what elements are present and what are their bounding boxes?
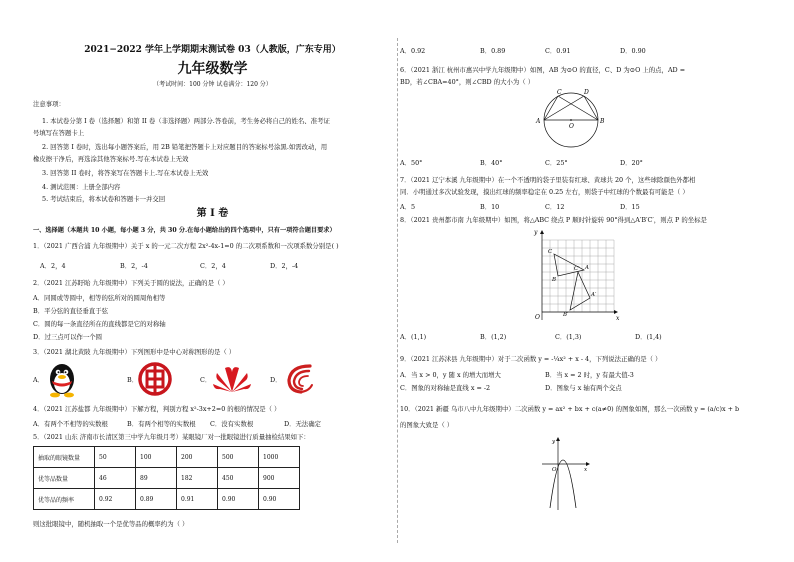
table-row xyxy=(34,489,300,510)
table-cell: 0.92 xyxy=(95,489,136,510)
subject-title: 九年级数学 xyxy=(177,61,248,77)
q2-option-d[interactable]: D．过三点可以作一个圆 xyxy=(33,333,103,341)
origin-label: O xyxy=(552,467,557,473)
table-cell: 450 xyxy=(218,468,259,489)
point-b-prime-label: B′ xyxy=(563,312,569,318)
q9-option-b[interactable]: B．当 x = 2 时，y 有最大值-3 xyxy=(545,371,634,379)
q9-option-d[interactable]: D．图象与 x 轴有两个交点 xyxy=(545,384,622,392)
note-line: 橡皮擦干净后，再选涂其他答案标号.写在本试卷上无效 xyxy=(33,155,189,163)
point-a-label: A xyxy=(585,265,589,271)
question-6-stem: 6．（2021 浙江 杭州市惠兴中学九年级期中）如图，AB 为⊙O 的直径，C、D 为⊙O 上的点，AD = xyxy=(400,66,686,74)
q6-option-d[interactable]: D．20° xyxy=(620,159,643,167)
q6-option-a[interactable]: A．50° xyxy=(400,159,423,167)
q6-option-b[interactable]: B．40° xyxy=(480,159,503,167)
table-cell: 100 xyxy=(136,447,177,468)
q8-option-d[interactable]: D．(1,4) xyxy=(635,333,662,341)
q4-option-b[interactable]: B．有两个相等的实数根 xyxy=(127,420,196,428)
table-cell: 0.91 xyxy=(177,489,218,510)
table-cell: 50 xyxy=(95,447,136,468)
question-10-stem: 的图象大致是（ ） xyxy=(400,421,454,429)
q8-option-c[interactable]: C．(1,3) xyxy=(555,333,582,341)
question-5-stem: 5．（2021 山东 济南市长清区第三中学九年级月考）某眼镜厂对一批眼镜进行质量抽检结果如下： xyxy=(33,433,310,441)
table-cell: 200 xyxy=(177,447,218,468)
q7-option-c[interactable]: C．12 xyxy=(545,203,565,211)
axis-x-label: x xyxy=(584,467,588,473)
note-line: 4. 测试范围：上册全部内容 xyxy=(42,183,121,191)
table-row xyxy=(34,447,300,468)
label-b: B xyxy=(600,118,605,125)
table-cell: 抽取的眼镜数量 xyxy=(34,447,95,468)
point-c-prime-label: C′ xyxy=(574,266,580,272)
table-cell: 优等品的频率 xyxy=(34,489,95,510)
question-4-stem: 4．（2021 江苏盐都 九年级期中）下解方程，判别方程 x²-3x+2=0 的根的情况是（ ） xyxy=(33,405,281,413)
q8-option-a[interactable]: A．(1,1) xyxy=(400,333,427,341)
question-7-stem: 7．（2021 辽宁本溪 九年级期中）在一个不透明的袋子里装有红球、黄球共 20 个，这些球除颜色外都相 xyxy=(400,176,696,184)
label-c: C xyxy=(557,89,562,96)
q5-option-a[interactable]: A．0.92 xyxy=(400,47,426,55)
origin-label: O xyxy=(535,314,540,321)
q2-option-b[interactable]: B．平分弦的直径垂直于弦 xyxy=(33,307,108,315)
table-cell: 182 xyxy=(177,468,218,489)
q9-option-c[interactable]: C．图象的对称轴是直线 x = -2 xyxy=(400,384,491,392)
axis-y-label: y xyxy=(552,439,556,445)
note-line: 号填写在答题卡上 xyxy=(33,129,85,137)
question-1-stem: 1．（2021 广西合浦 九年级期中）关于 x 的一元二次方程 2x²-4x-1=0 的二次项系数和一次项系数分别是( ) xyxy=(33,242,339,250)
penguin-logo-icon xyxy=(45,362,79,398)
table-cell: 900 xyxy=(259,468,300,489)
notes-heading: 注意事项： xyxy=(33,100,65,108)
table-cell: 500 xyxy=(218,447,259,468)
q3-option-c[interactable]: C． xyxy=(200,376,212,384)
question-6-stem: BD，若∠CBA=40°，则∠CBD 的大小为（ ） xyxy=(400,78,535,86)
q1-option-b[interactable]: B．2，-4 xyxy=(120,262,148,270)
note-line: 3. 回答第 II 卷时，将答案写在答题卡上.写在本试卷上无效 xyxy=(42,169,209,177)
q5-option-b[interactable]: B．0.89 xyxy=(480,47,506,55)
exam-title: 2021−2022 学年上学期期末测试卷 03（人教版，广东专用） xyxy=(84,45,341,55)
q3-option-d[interactable]: D． xyxy=(270,376,282,384)
question-10-stem: 10．（2021 新疆 乌市八中九年级期中）二次函数 y = ax² + bx + c(a≠0) 的图象如图，那么一次函数 y = (a/c)x + b xyxy=(400,405,740,413)
table-cell: 优等品数量 xyxy=(34,468,95,489)
petal-logo-icon xyxy=(211,364,253,394)
table-cell: 0.90 xyxy=(218,489,259,510)
point-c-label: C xyxy=(548,249,553,255)
circle-figure xyxy=(535,88,615,150)
note-line: 5. 考试结束后，将本试卷和答题卡一并交回 xyxy=(42,195,166,203)
swirl-logo-icon xyxy=(281,360,317,396)
note-line: 2. 回答第 I 卷时，选出每小题答案后，用 2B 铅笔把答题卡上对应题目的答案标号涂黑.如需改动，用 xyxy=(42,143,328,151)
q3-option-a[interactable]: A． xyxy=(33,376,45,384)
label-d: D xyxy=(584,89,589,96)
q7-option-a[interactable]: A．5 xyxy=(400,203,416,211)
axis-x-label: x xyxy=(616,315,620,322)
label-a: A xyxy=(536,118,541,125)
q2-option-c[interactable]: C．圆的每一条直径所在的直线都是它的对称轴 xyxy=(33,320,166,328)
table-cell: 46 xyxy=(95,468,136,489)
note-line: 1. 本试卷分第 I 卷（选择题）和第 II 卷（非选择题）两部分.答卷前，考生务必将自己的姓名、准考证 xyxy=(42,117,330,125)
q7-option-d[interactable]: D．15 xyxy=(620,203,640,211)
question-9-stem: 9．（2021 江苏沭县 九年级期中）对于二次函数 y = -¼x² + x - 4，下列说法正确的是（ ） xyxy=(400,355,662,363)
parabola-figure xyxy=(538,436,590,512)
q1-option-c[interactable]: C．2，4 xyxy=(200,262,226,270)
q6-option-c[interactable]: C．25° xyxy=(545,159,568,167)
q5-option-d[interactable]: D．0.90 xyxy=(620,47,646,55)
q9-option-a[interactable]: A．当 x > 0，y 随 x 的增大而增大 xyxy=(400,371,501,379)
question-2-stem: 2．（2021 江苏盱眙 九年级期中）下列关于圆的说法，正确的是（ ） xyxy=(33,279,229,287)
question-3-stem: 3．（2021 湖北黄陂 九年级期中）下列图形中是中心对称图形的是（ ） xyxy=(33,348,236,356)
exam-meta: （考试时间：100 分钟 试卷满分：120 分） xyxy=(153,81,272,88)
q4-option-c[interactable]: C．没有实数根 xyxy=(210,420,254,428)
table-cell: 0.90 xyxy=(259,489,300,510)
question-5-after: 则这批眼镜中，随机抽取一个是优等品的概率约为（ ） xyxy=(33,520,189,528)
q3-option-b[interactable]: B． xyxy=(127,376,139,384)
table-cell: 0.89 xyxy=(136,489,177,510)
question-8-stem: 8．（2021 贵州都市南 九年级期中）如图，将△ABC 绕点 P 顺时针旋转 90°得到△A′B′C′，则点 P 的坐标是 xyxy=(400,216,707,224)
q5-option-c[interactable]: C．0.91 xyxy=(545,47,571,55)
table-cell: 1000 xyxy=(259,447,300,468)
quality-table xyxy=(33,446,300,510)
rotation-grid-figure xyxy=(530,228,622,324)
question-7-stem: 同．小明通过多次试验发现，摸出红球的频率稳定在 0.25 左右，则袋子中红球的个数最有可能是（ ） xyxy=(400,188,689,196)
bank-logo-icon xyxy=(138,362,172,396)
q2-option-a[interactable]: A．同圆或等圆中，相等的弦所对的圆周角相等 xyxy=(33,294,166,302)
column-divider xyxy=(397,38,398,543)
part-one-intro: 一、选择题（本题共 10 小题，每小题 3 分，共 30 分.在每小题给出的四个选项中，只有一项符合题目要求） xyxy=(33,227,336,234)
table-cell: 89 xyxy=(136,468,177,489)
label-o: O xyxy=(569,123,574,130)
q1-option-a[interactable]: A．2，4 xyxy=(40,262,66,270)
q4-option-d[interactable]: D．无法确定 xyxy=(284,420,322,428)
q4-option-a[interactable]: A．有两个不相等的实数根 xyxy=(33,420,108,428)
table-row xyxy=(34,468,300,489)
point-b-label: B xyxy=(552,277,557,283)
section-title: 第 I 卷 xyxy=(196,208,229,219)
q7-option-b[interactable]: B．10 xyxy=(480,203,500,211)
q1-option-d[interactable]: D．2，-4 xyxy=(270,262,299,270)
q8-option-b[interactable]: B．(1,2) xyxy=(480,333,507,341)
point-a-prime-label: A′ xyxy=(591,292,597,298)
axis-y-label: y xyxy=(534,229,538,236)
